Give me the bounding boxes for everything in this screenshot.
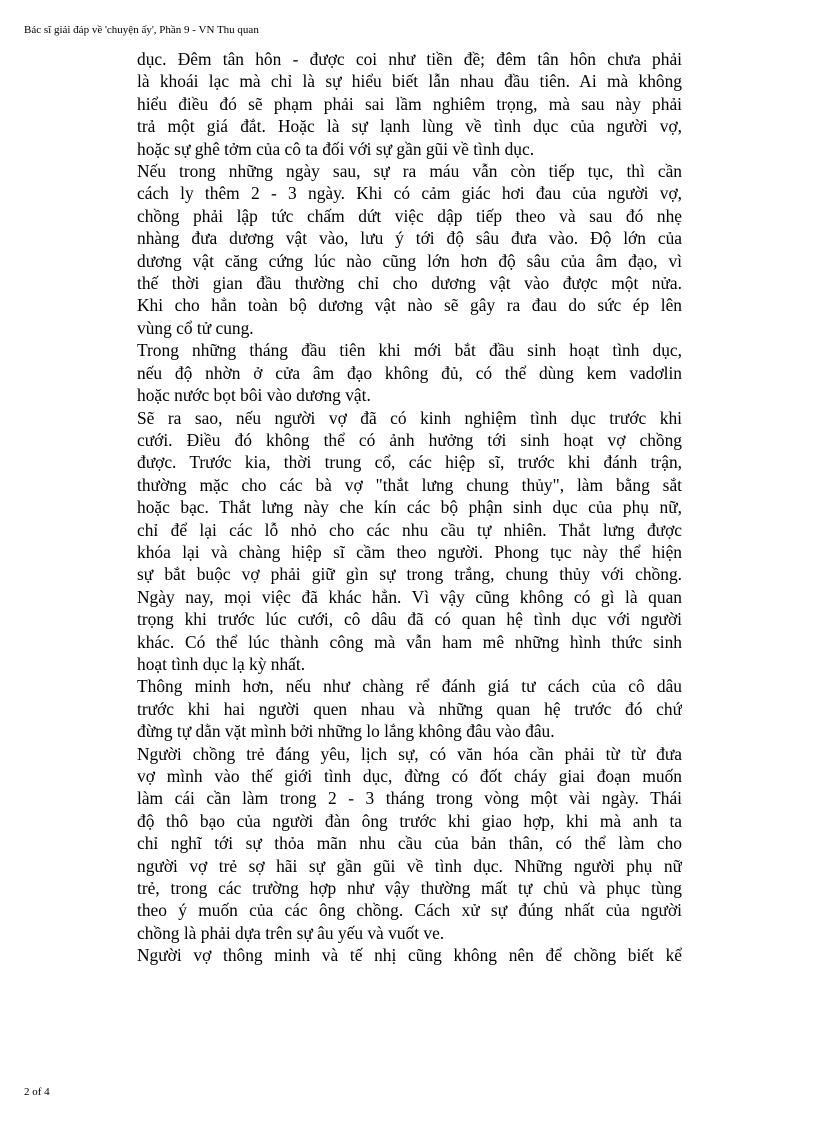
text-line: Sẽ ra sao, nếu người vợ đã có kinh nghiệm tình dục trước khi bbox=[137, 407, 682, 428]
text-line: hiểu điều đó sẽ phạm phải sai lầm nghiêm trọng, mà sau này phải bbox=[137, 93, 682, 114]
text-line: chỉ để lại các lỗ nhỏ cho các nhu cầu tự nhiên. Thắt lưng được bbox=[137, 519, 682, 540]
text-line: hoặc bạc. Thắt lưng này che kín các bộ phận sinh dục của phụ nữ, bbox=[137, 497, 682, 518]
text-line: hoạt tình dục lạ kỳ nhất. bbox=[137, 653, 306, 674]
text-line: vùng cổ tử cung. bbox=[137, 317, 254, 338]
text-line: được. Trước kia, thời trung cổ, các hiệp sĩ, trước khi đánh trận, bbox=[137, 452, 682, 473]
text-line: trọng khi trước lúc cưới, cô dâu đã có quan hệ tình dục với người bbox=[137, 609, 682, 630]
text-line: sự bắt buộc vợ phải giữ gìn sự trong trắng, chung thủy với chồng. bbox=[137, 564, 682, 585]
text-line: chồng là phải dựa trên sự âu yếu và vuốt ve. bbox=[137, 922, 445, 943]
text-line: đừng tự dằn vặt mình bởi những lo lắng không đâu vào đâu. bbox=[137, 721, 555, 742]
text-line: chỉ nghĩ tới sự thỏa mãn nhu cầu của bản thân, có thể làm cho bbox=[137, 833, 682, 854]
text-line: là khoái lạc mà chỉ là sự hiểu biết lẫn nhau đầu tiên. Ai mà không bbox=[137, 71, 682, 92]
text-line: Thông minh hơn, nếu như chàng rể đánh giá tư cách của cô dâu bbox=[137, 676, 682, 697]
text-line: trả một giá đắt. Hoặc là sự lạnh lùng về tình dục của người vợ, bbox=[137, 116, 682, 137]
text-line: hoặc nước bọt bôi vào dương vật. bbox=[137, 385, 371, 406]
text-line: Nếu trong những ngày sau, sự ra máu vẫn còn tiếp tục, thì cần bbox=[137, 161, 682, 182]
text-line: trẻ, trong các trường hợp như vậy thường mất tự chủ và phục tùng bbox=[137, 878, 682, 899]
page-number: 2 of 4 bbox=[24, 1086, 50, 1098]
text-line: Người chồng trẻ đáng yêu, lịch sự, có văn hóa cần phải từ từ đưa bbox=[137, 743, 682, 764]
text-line: thế thời gian đầu thường chỉ cho dương vật vào được một nửa. bbox=[137, 273, 682, 294]
text-line: nhàng đưa dương vật vào, lưu ý tới độ sâu đưa vào. Độ lớn của bbox=[137, 228, 682, 249]
text-line: người vợ trẻ sợ hãi sự gần gũi về tình dục. Những người phụ nữ bbox=[137, 855, 682, 876]
text-line: Người vợ thông minh và tế nhị cũng không nên để chồng biết kể bbox=[137, 945, 682, 966]
text-line: thường mặc cho các bà vợ "thắt lưng chung thủy", làm bằng sắt bbox=[137, 474, 682, 495]
text-line: vợ mình vào thế giới tình dục, đừng có đốt cháy giai đoạn muốn bbox=[137, 766, 682, 786]
article-body bbox=[137, 48, 682, 967]
text-line: dương vật căng cứng lúc nào cũng lớn hơn độ sâu của âm đạo, vì bbox=[137, 250, 682, 271]
text-line: chồng phải lập tức chấm dứt việc dập tiếp theo và sau đó nhẹ bbox=[137, 205, 682, 226]
text-line: dục. Đêm tân hôn - được coi như tiền đề; đêm tân hôn chưa phải bbox=[137, 49, 682, 69]
text-line: cưới. Điều đó không thể có ảnh hưởng tới sinh hoạt vợ chồng bbox=[137, 429, 682, 450]
text-line: nếu độ nhờn ở cửa âm đạo không đủ, có thể dùng kem vadơlin bbox=[137, 362, 682, 383]
text-line: hoặc sự ghê tởm của cô ta đối với sự gần gũi về tình dục. bbox=[137, 138, 535, 159]
text-line: Ngày nay, mọi việc đã khác hẳn. Vì vậy cũng không có gì là quan bbox=[137, 586, 682, 607]
text-line: khóa lại và chàng hiệp sĩ cầm theo người. Phong tục này thể hiện bbox=[137, 541, 682, 562]
page-header-title: Bác sĩ giải đáp về 'chuyện ấy', Phần 9 - VN Thu quan bbox=[24, 24, 259, 36]
text-line: làm cái cần làm trong 2 - 3 tháng trong vòng một vài ngày. Thái bbox=[137, 788, 682, 809]
text-line: trước khi hai người quen nhau và những quan hệ trước đó chứ bbox=[137, 698, 682, 719]
text-line: cách ly thêm 2 - 3 ngày. Khi có cảm giác hơi đau của người vợ, bbox=[137, 183, 682, 204]
text-line: theo ý muốn của các ông chồng. Cách xử sự đúng nhất của người bbox=[137, 900, 682, 921]
text-line: độ thô bạo của người đàn ông trước khi giao hợp, khi mà anh ta bbox=[137, 810, 682, 831]
text-line: Khi cho hẳn toàn bộ dương vật nào sẽ gây ra đau do sức ép lên bbox=[137, 295, 682, 316]
text-line: khác. Có thể lúc thành công mà vẫn ham mê những hình thức sinh bbox=[137, 631, 682, 652]
text-line: Trong những tháng đầu tiên khi mới bắt đầu sinh hoạt tình dục, bbox=[137, 340, 682, 361]
